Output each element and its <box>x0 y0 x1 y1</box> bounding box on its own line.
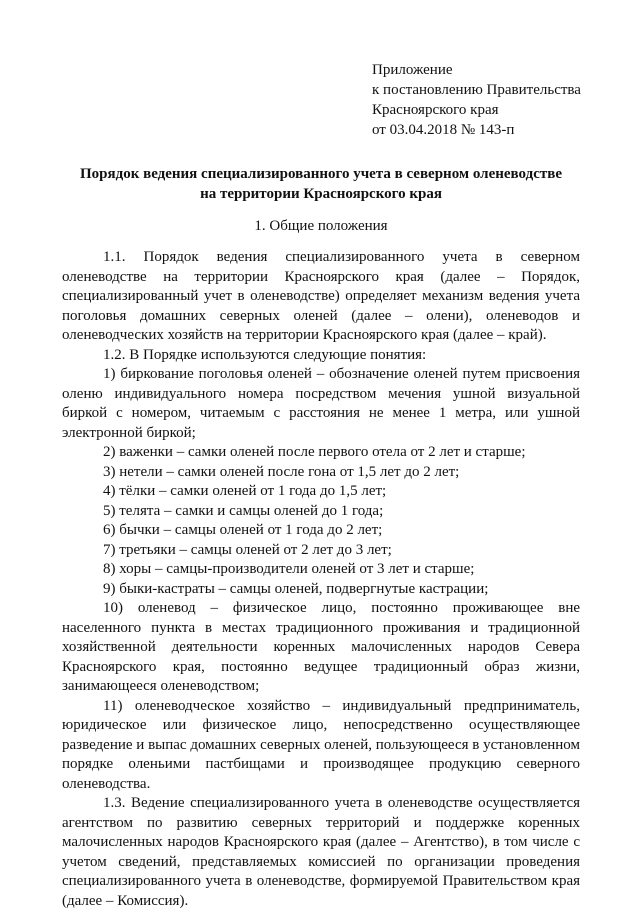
definition-item: 8) хоры – самцы-производители оленей от 3 лет и старше; <box>103 561 475 577</box>
definition-item: 6) бычки – самцы оленей от 1 года до 2 лет; <box>103 522 383 538</box>
definition-item: 11) оленеводческое хозяйство – индивидуальный предприниматель, юридическое или физическое лицо, непосредственно осуществляющее разведение и выпас домашних северных оленей, пользующееся в установленном порядке оленьими пастбищами и производящее продукцию северного оленеводства. <box>62 697 580 792</box>
appendix-line: к постановлению Правительства <box>372 82 581 98</box>
appendix-line: Красноярского края <box>372 102 499 118</box>
definition-item: 5) телята – самки и самцы оленей до 1 года; <box>103 502 384 519</box>
document-title <box>60 164 582 204</box>
appendix-block <box>372 60 581 140</box>
definition-item: 7) третьяки – самцы оленей от 2 лет до 3 лет; <box>103 541 392 558</box>
definition-item: 2) важенки – самки оленей после первого отела от 2 лет и старше; <box>103 444 526 460</box>
definition-item: 1) биркование поголовья оленей – обозначение оленей путем присвоения оленю индивидуального номера посредством мечения ушной визуальной биркой с номером, читаемым с расстояния не менее 1 метра, или ушной электронной биркой; <box>62 366 580 441</box>
section-heading: 1. Общие положения <box>254 218 388 234</box>
title-line: Порядок ведения специализированного учета в северном оленеводстве <box>79 166 562 182</box>
document-body <box>62 248 580 911</box>
paragraph-1-3: 1.3. Ведение специализированного учета в оленеводстве осуществляется агентством по развитию северных территорий и поддержке коренных малочисленных народов Красноярского края (далее – Агентство), в том числе с учетом сведений, представляемых комиссией по организации проведения специализированного учета в оленеводстве, формируемой Правительством края (далее – Комиссия). <box>62 795 580 909</box>
definition-item: 3) нетели – самки оленей после гона от 1,5 лет до 2 лет; <box>103 463 460 480</box>
appendix-line: Приложение <box>372 62 453 78</box>
definition-item: 4) тёлки – самки оленей от 1 года до 1,5 лет; <box>103 483 387 499</box>
definition-item: 10) оленевод – физическое лицо, постоянно проживающее вне населенного пункта в местах традиционного проживания и традиционной хозяйственной деятельности коренных малочисленных народов Севера Красноярского края, постоянно ведущее традиционный образ жизни, занимающееся оленеводством; <box>62 600 580 694</box>
title-line: на территории Красноярского края <box>200 186 442 202</box>
paragraph-1-2: 1.2. В Порядке используются следующие понятия: <box>103 346 427 363</box>
paragraph-1-1: 1.1. Порядок ведения специализированного учета в северном оленеводстве на территории Красноярского края (далее – Порядок, специализированный учет в оленеводстве) определяет механизм ведения учета поголовья домашних северных оленей (далее – олени), оленеводов и оленеводческих хозяйств на территории Красноярского края (далее – край). <box>62 249 580 343</box>
definition-item: 9) быки-кастраты – самцы оленей, подвергнутые кастрации; <box>103 580 489 597</box>
appendix-line: от 03.04.2018 № 143-п <box>372 122 515 138</box>
